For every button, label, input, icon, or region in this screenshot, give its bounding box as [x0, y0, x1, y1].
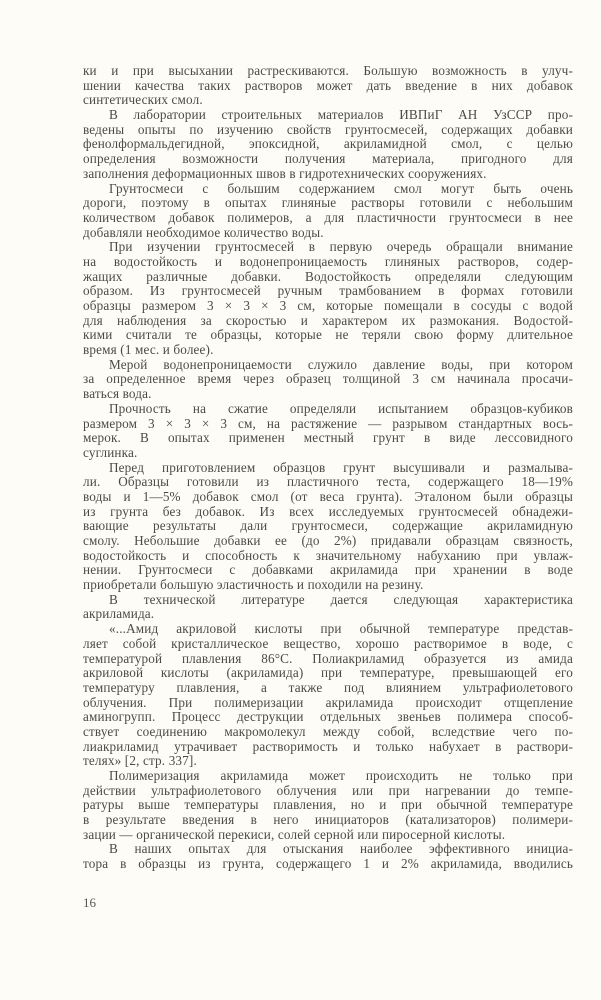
paragraph	[83, 182, 573, 241]
text-line: определения возможности получения материала, пригодного для	[83, 151, 573, 167]
text-line: акриламида.	[83, 606, 155, 622]
text-line: водостойкость и способность к значительному набуханию при увлаж-	[83, 547, 573, 563]
text-line: кими считали те образцы, которые не теряли свою форму длительное	[83, 327, 573, 343]
text-line: зации — органической перекиси, солей серной или пиросерной кислоты.	[83, 826, 506, 842]
paragraph	[83, 64, 573, 108]
text-line: облучения. При полимеризации акриламида происходит отщепление	[83, 694, 573, 710]
text-line: воды и 1—5% добавок смол (от веса грунта). Эталоном были образцы	[83, 488, 573, 504]
text-line: ратуры выше температуры плавления, но и при обычной температуре	[83, 797, 573, 813]
paragraph	[83, 240, 573, 358]
text-line: смолу. Небольшие добавки ее (до 2%) придавали образцам связность,	[83, 533, 573, 548]
page-number: 16	[83, 895, 96, 910]
text-line: Прочность на сжатие определяли испытанием образцов-кубиков	[109, 400, 573, 416]
paragraph	[83, 358, 573, 402]
text-line: для наблюдения за скоростью и характером их размокания. Водостой-	[83, 312, 573, 328]
text-line: заполнения деформационных швов в гидротехнических сооружениях.	[83, 165, 487, 181]
paragraph	[83, 108, 573, 181]
text-line: приобретали большую эластичность и походили на резину.	[83, 577, 424, 593]
text-line: в результате введения в него инициаторов (катализаторов) полимери-	[83, 812, 573, 828]
text-line: образцы размером 3 × 3 × 3 см, которые помещали в сосуды с водой	[83, 298, 573, 313]
text-line: тора в образцы из грунта, содержащего 1 и 2% акриламида, вводились	[83, 856, 573, 872]
text-line: ляет собой кристаллическое вещество, хорошо растворимое в воде, с	[83, 635, 573, 651]
text-line: размером 3 × 3 × 3 см, на растяжение — разрывом стандартных вось-	[83, 415, 573, 431]
text-line: Мерой водонепроницаемости служило давление воды, при котором	[109, 356, 573, 372]
text-line: В технической литературе дается следующая характеристика	[109, 591, 573, 607]
paragraph	[83, 842, 573, 871]
text-line: Грунтосмеси с большим содержанием смол могут быть очень	[109, 180, 573, 196]
text-line: из грунта без добавок. Из всех исследуемых грунтосмесей обнадежи-	[83, 503, 573, 519]
text-line: «...Амид акриловой кислоты при обычной температуре представ-	[109, 621, 573, 637]
text-line: ствует соединению макромолекул между собой, вследствие чего по-	[83, 723, 573, 739]
text-line: суглинка.	[83, 444, 138, 460]
text-line: мерок. В опытах применен местный грунт в виде лессовидного	[83, 430, 573, 446]
text-line: синтетических смол.	[83, 92, 203, 108]
text-line: аминогрупп. Процесс деструкции отдельных звеньев полимера способ-	[83, 709, 573, 725]
text-line: жащих различные добавки. Водостойкость определяли следующим	[83, 268, 573, 284]
text-line: время (1 мес. и более).	[83, 342, 214, 358]
text-line: дороги, поэтому в опытах глиняные растворы готовили с небольшим	[83, 195, 573, 211]
text-line: Полимеризация акриламида может происходить не только при	[109, 768, 573, 783]
text-line: температуру плавления, а также под влиянием ультрафиолетового	[83, 679, 573, 695]
text-line: В лаборатории строительных материалов ИВПиГ АН УзССР про-	[109, 107, 573, 123]
text-line: телях» [2, стр. 337].	[83, 753, 197, 769]
text-line: При изучении грунтосмесей в первую очередь обращали внимание	[109, 239, 573, 255]
text-line: за определенное время через образец толщиной 3 см начинала просачи-	[83, 371, 573, 387]
body-text	[83, 64, 573, 872]
paragraph	[83, 622, 573, 769]
text-line: вающие результаты дали грунтосмеси, содержащие акриламидную	[83, 518, 573, 534]
text-line: ли. Образцы готовили из пластичного теста, содержащего 18—19%	[83, 474, 573, 490]
paragraph	[83, 769, 573, 842]
text-line: действии ультрафиолетового облучения или при нагревании до темпе-	[83, 782, 573, 798]
paragraph	[83, 593, 573, 622]
text-line: температурой плавления 86°С. Полиакриламид образуется из амида	[83, 650, 573, 666]
text-line: ваться вода.	[83, 386, 152, 402]
text-line: лиакриламид утрачивает растворимость и только набухает в раствори-	[83, 738, 573, 754]
text-line: В наших опытах для отыскания наиболее эффективного инициа-	[109, 841, 573, 857]
text-line: ведены опыты по изучению свойств грунтосмесей, содержащих добавки	[83, 121, 573, 137]
text-line: шении качества таких растворов может дать введение в них добавок	[83, 77, 573, 93]
text-line: добавляли необходимое количество воды.	[83, 224, 324, 240]
text-line: фенолформальдегидной, эпоксидной, акриламидной смол, с целью	[83, 136, 573, 152]
text-line: ки и при высыхании растрескиваются. Большую возможность в улуч-	[83, 63, 573, 78]
paragraph	[83, 402, 573, 461]
paragraph	[83, 461, 573, 593]
text-line: количеством добавок полимеров, а для пластичности грунтосмеси в нее	[83, 209, 573, 225]
text-line: акриловой кислоты (акриламида) при температуре, превышающей его	[83, 665, 573, 681]
text-line: нении. Грунтосмеси с добавками акриламида при хранении в воде	[83, 562, 573, 578]
text-line: образом. Из грунтосмесей ручным трамбованием в формах готовили	[83, 283, 573, 299]
text-line: на водостойкость и водонепроницаемость глиняных растворов, содер-	[83, 253, 573, 269]
text-line: Перед приготовлением образцов грунт высушивали и размалыва-	[109, 459, 573, 475]
